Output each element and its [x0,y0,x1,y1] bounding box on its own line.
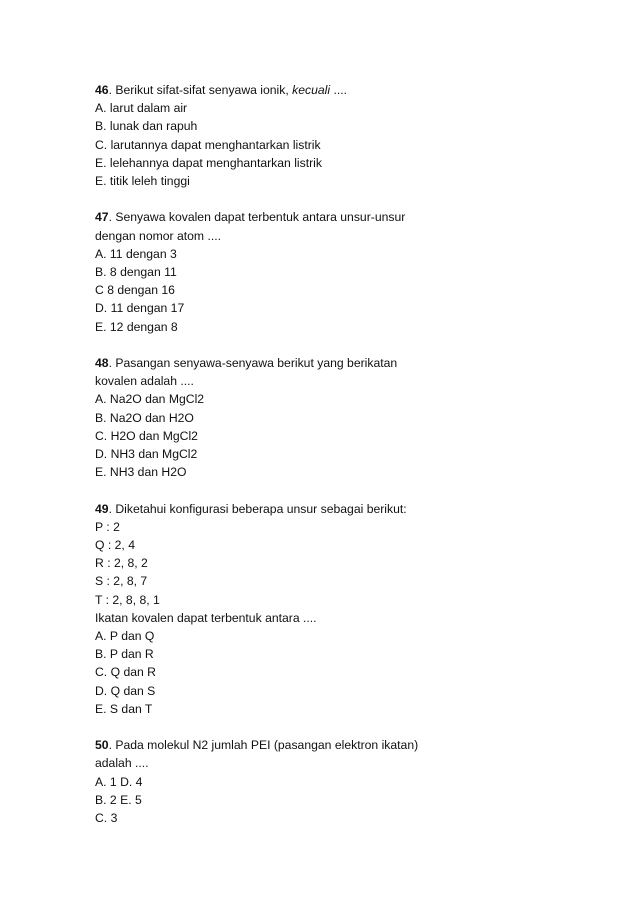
stem-text-end: .... [330,83,347,97]
configuration-line: T : 2, 8, 8, 1 [95,592,160,607]
option-line: E. 12 dengan 8 [95,319,178,334]
question-stem [95,500,555,518]
option-line: B. lunak dan rapuh [95,119,198,134]
question-47 [95,208,555,335]
option-line: E. NH3 dan H2O [95,465,187,480]
question-number: 48 [95,356,109,371]
stem-emphasis: kecuali [292,83,331,97]
stem-text: . Diketahui konfigurasi beberapa unsur sebagai berikut: [108,501,407,516]
question-49 [95,500,555,718]
option-line: A. Na2O dan MgCl2 [95,392,205,407]
option-line: A. larut dalam air [95,101,188,116]
question-number: 46 [95,83,109,97]
option-line: C. larutannya dapat menghantarkan listrik [95,137,321,152]
option-line: D. NH3 dan MgCl2 [95,447,198,462]
stem-continuation: Ikatan kovalen dapat terbentuk antara .... [95,610,317,625]
option-line: E. lelehannya dapat menghantarkan listrik [95,155,322,170]
configuration-line: R : 2, 8, 2 [95,556,148,571]
question-stem [95,354,555,372]
configuration-line: S : 2, 8, 7 [95,574,148,589]
option-line: B. 2 E. 5 [95,792,142,807]
option-line: A. P dan Q [95,629,155,644]
configuration-line: P : 2 [95,519,120,534]
question-number: 50 [95,738,109,753]
stem-continuation: kovalen adalah .... [95,374,194,389]
option-line: C. Q dan R [95,665,156,680]
stem-text: . Pada molekul N2 jumlah PEI (pasangan elektron ikatan) [108,738,419,753]
question-stem [95,208,555,226]
option-line: D. Q dan S [95,683,156,698]
stem-text: . Berikut sifat-sifat senyawa ionik, [108,83,293,97]
option-line: A. 11 dengan 3 [95,246,177,261]
configuration-line: Q : 2, 4 [95,538,135,553]
question-48 [95,354,555,481]
question-number: 47 [95,210,109,225]
option-line: B. 8 dengan 11 [95,265,177,280]
question-46 [95,81,555,190]
stem-continuation: dengan nomor atom .... [95,228,222,243]
option-line: E. titik leleh tinggi [95,174,190,189]
stem-text: . Pasangan senyawa-senyawa berikut yang berikatan [108,356,398,371]
option-line: C. 3 [95,811,118,826]
stem-continuation: adalah .... [95,756,149,771]
option-line: C 8 dengan 16 [95,283,175,298]
stem-text: . Senyawa kovalen dapat terbentuk antara unsur-unsur [108,210,406,225]
question-stem [95,736,555,754]
question-number: 49 [95,501,109,516]
option-line: C. H2O dan MgCl2 [95,428,198,443]
option-line: A. 1 D. 4 [95,774,143,789]
option-line: B. Na2O dan H2O [95,410,194,425]
question-stem [95,81,555,99]
option-line: E. S dan T [95,701,153,716]
question-50 [95,736,555,827]
document-page [95,81,555,845]
option-line: D. 11 dengan 17 [95,301,185,316]
option-line: B. P dan R [95,647,154,662]
